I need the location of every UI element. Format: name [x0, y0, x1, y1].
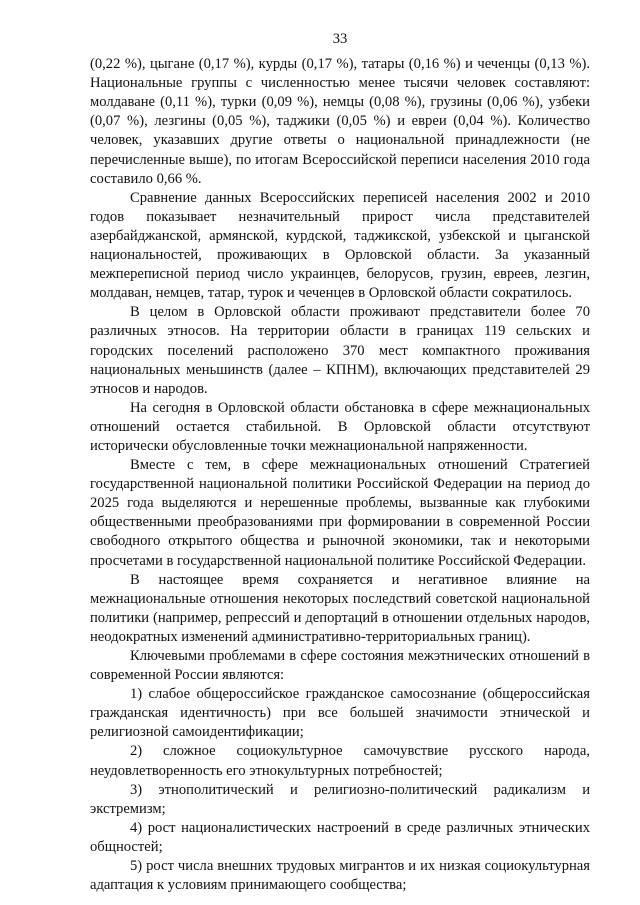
list-item: 2) сложное социокультурное самочувствие русского народа, неудовлетворенность его этнокультурных потребностей; — [90, 743, 590, 779]
list-item: 4) рост националистических настроений в среде различных этнических общностей; — [90, 819, 590, 855]
list-item: 1) слабое общероссийское гражданское самосознание (общероссийская гражданская идентичность) при все большей значимости этнической и религиозной самоидентификации; — [90, 686, 590, 741]
list-item: 5) рост числа внешних трудовых мигрантов и их низкая социокультурная адаптация к условиям принимающего сообщества; — [90, 858, 590, 894]
paragraph: В целом в Орловской области проживают представители более 70 различных этносов. На территории области в границах 119 сельских и городских поселений расположено 370 мест компактного проживания национальных меньшинств (далее – КПНМ), включающих представителей 29 этносов и народов. — [90, 304, 590, 397]
paragraph: Вместе с тем, в сфере межнациональных отношений Стратегией государственной национальной политики Российской Федерации на период до 2025 года выделяются и нерешенные проблемы, вызванные как глубокими общественными преобразованиями при формировании в современной России свободного открытого общества и рыночной экономики, так и некоторыми просчетами в государственной национальной политике Российской Федерации. — [90, 457, 590, 569]
paragraph: (0,22 %), цыгане (0,17 %), курды (0,17 %), татары (0,16 %) и чеченцы (0,13 %). Национальные группы с численностью менее тысячи человек составляют: молдаване (0,11 %), турки (0,09 %), немцы (0,08 %), грузины (0,06 %), узбеки (0,07 %), лезгины (0,05 %), таджики (0,05 %) и евреи (0,04 %). Количество человек, указавших другие ответы о национальной принадлежности (не перечисленные выше), по итогам Всероссийской переписи населения 2010 года составило 0,66 %. — [90, 56, 590, 187]
paragraph: В настоящее время сохраняется и негативное влияние на межнациональные отношения некоторых последствий советской национальной политики (например, репрессий и депортаций в отношении отдельных народов, неодократных изменений административно-территориальных границ). — [90, 571, 590, 645]
list-item: 3) этнополитический и религиозно-политический радикализм и экстремизм; — [90, 781, 590, 817]
paragraph: На сегодня в Орловской области обстановка в сфере межнациональных отношений остается стабильной. В Орловской области отсутствуют исторически обусловленные точки межнациональной напряженности. — [90, 399, 590, 454]
document-page — [90, 30, 590, 895]
page-number: 33 — [332, 31, 348, 47]
paragraph: Сравнение данных Всероссийских переписей населения 2002 и 2010 годов показывает незначительный прирост числа представителей азербайджанской, армянской, курдской, таджикской, узбекской и цыганской национальностей, проживающих в Орловской области. За указанный межпереписной период число украинцев, белорусов, грузин, евреев, лезгин, молдаван, немцев, татар, турок и чеченцев в Орловской области сократилось. — [90, 189, 590, 302]
paragraph: Ключевыми проблемами в сфере состояния межэтнических отношений в современной России являются: — [90, 648, 590, 684]
